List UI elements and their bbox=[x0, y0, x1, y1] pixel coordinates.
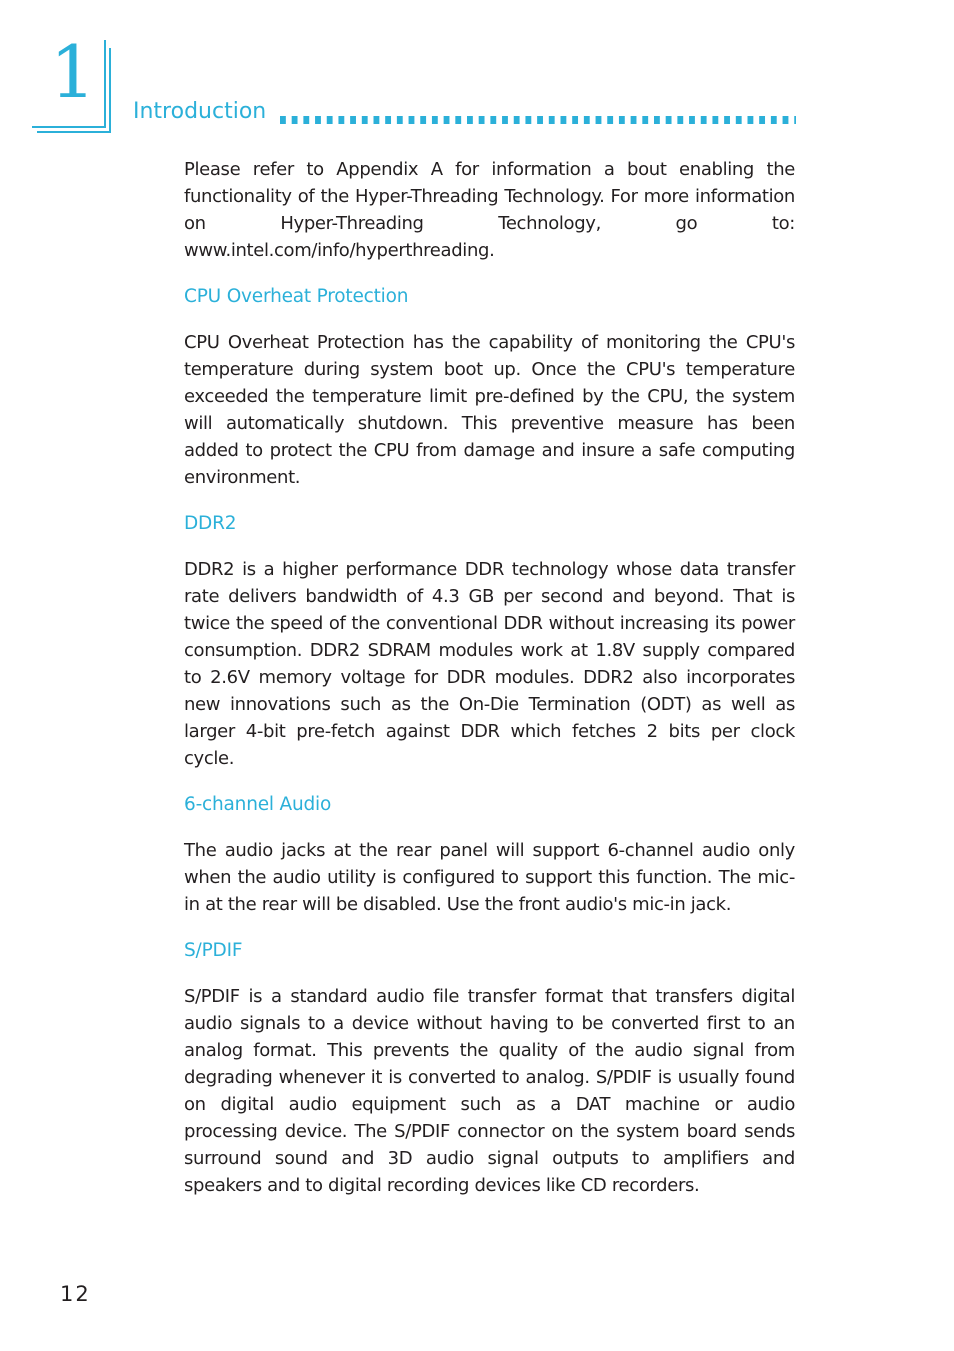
chapter-bracket-vertical-outer bbox=[109, 48, 111, 132]
section-heading-cpu-overheat: CPU Overheat Protection bbox=[184, 286, 409, 307]
section-paragraph-spdif: S/PDIF is a standard audio file transfer format that transfers digital audio signals to a device without having to be converted first to an analog format. This prevents the quality of the audio signal from degrading whenever it is converted to analog. S/PDIF is usually found on digital audio equipment such as a DAT machine or audio processing device. The S/PDIF connector on the system board sends surround sound and 3D audio signal outputs to amplifiers and speakers and to digital recording devices like CD recorders. bbox=[184, 986, 795, 1196]
page-body bbox=[184, 156, 795, 1199]
section-paragraph-cpu-overheat: CPU Overheat Protection has the capability of monitoring the CPU's temperature during system boot up. Once the CPU's temperature exceeded the temperature limit pre-defined by the CPU, the system will automatically shutdown. This preventive measure has been added to protect the CPU from damage and insure a safe computing environment. bbox=[184, 332, 795, 488]
section-paragraph-6-channel-audio: The audio jacks at the rear panel will support 6-channel audio only when the audio utility is configured to support this function. The mic-in at the rear will be disabled. Use the front audio's mic-in jack. bbox=[184, 840, 795, 915]
chapter-title: Introduction bbox=[133, 99, 267, 124]
title-dotted-rule bbox=[280, 116, 796, 124]
page-number: 12 bbox=[60, 1282, 91, 1306]
section-paragraph-ddr2: DDR2 is a higher performance DDR technology whose data transfer rate delivers bandwidth of 4.3 GB per second and beyond. That is twice the speed of the conventional DDR without increasing its power consumption. DDR2 SDRAM modules work at 1.8V supply compared to 2.6V memory voltage for DDR modules. DDR2 also incorporates new innovations such as the On-Die Termination (ODT) as well as larger 4-bit pre-fetch against DDR which fetches 2 bits per clock cycle. bbox=[184, 559, 795, 769]
section-heading-spdif: S/PDIF bbox=[184, 940, 243, 961]
section-heading-ddr2: DDR2 bbox=[184, 513, 237, 534]
chapter-bracket-horizontal-outer bbox=[37, 131, 111, 133]
chapter-number: 1 bbox=[50, 30, 96, 114]
intro-paragraph: Please refer to Appendix A for information a bout enabling the functionality of the Hyper-Threading Technology. For more information on Hyper-Threading Technology, go to: www.intel.com/info/hyperthreading. bbox=[184, 159, 795, 261]
chapter-bracket-horizontal-inner bbox=[32, 126, 106, 128]
section-heading-6-channel-audio: 6-channel Audio bbox=[184, 794, 332, 815]
chapter-bracket-vertical-inner bbox=[104, 40, 106, 128]
